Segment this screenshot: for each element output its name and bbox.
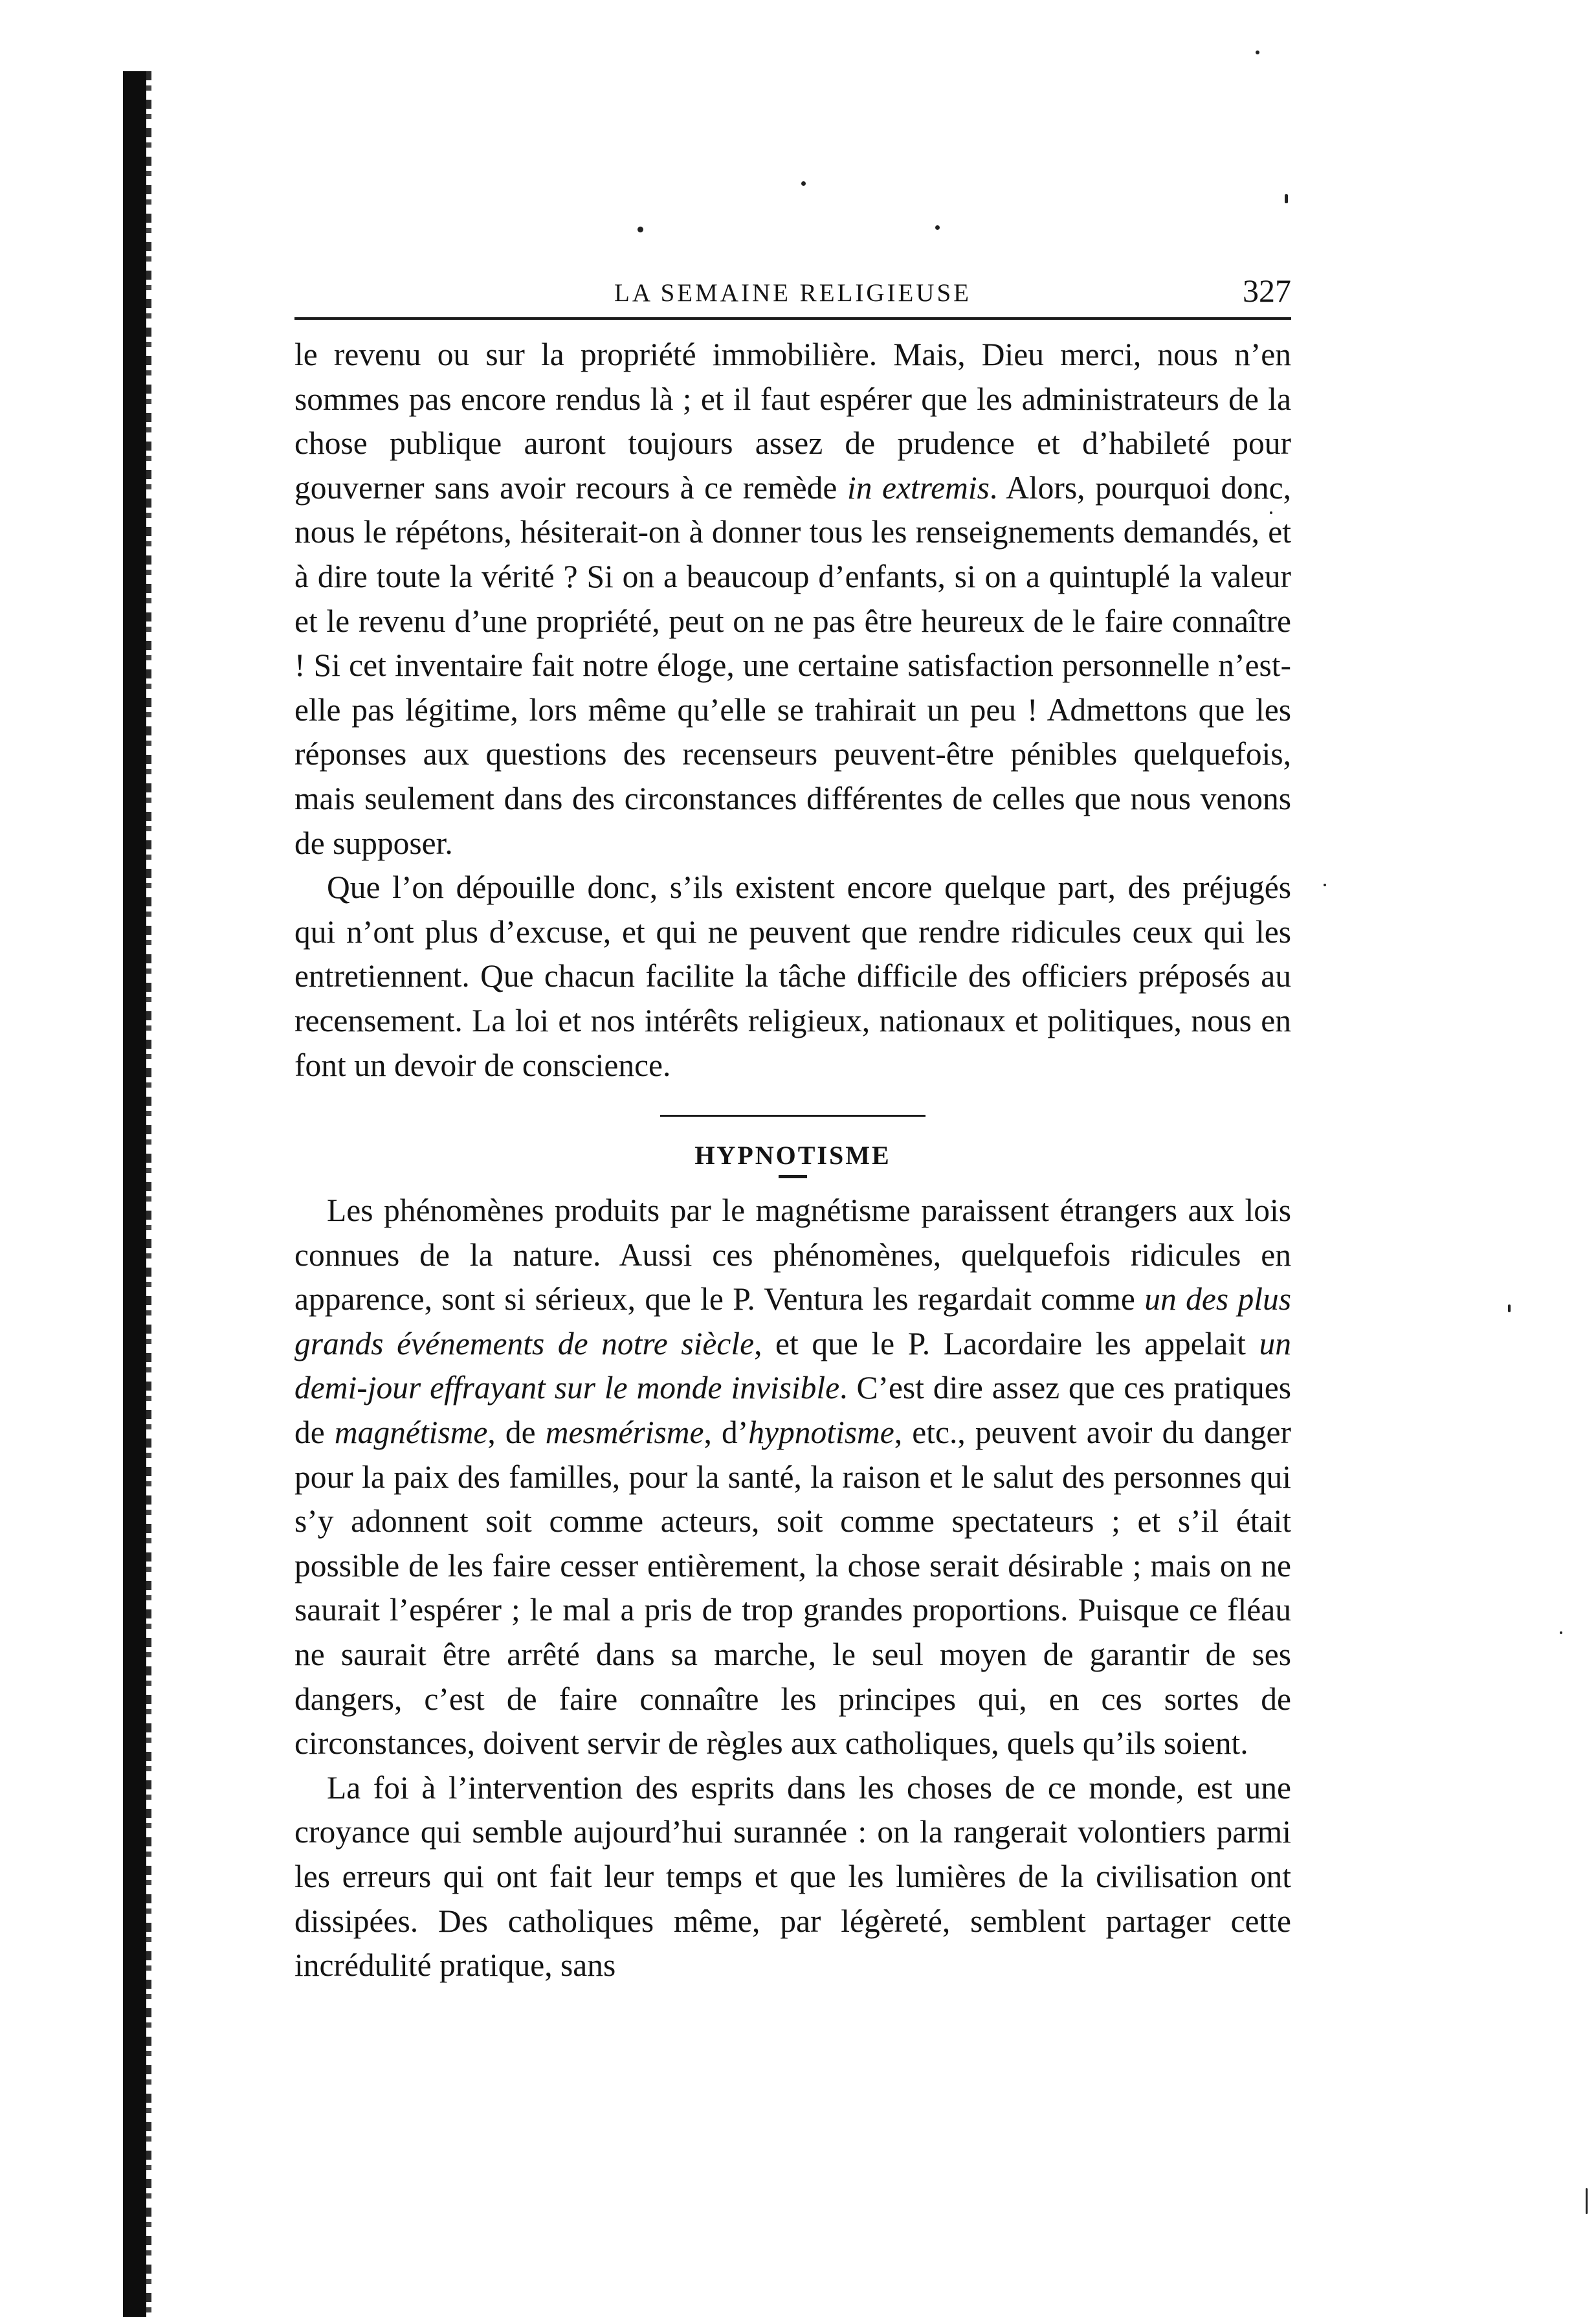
text-run: Les phénomènes produits par le magnétisme paraissent étrangers aux lois connues de la nature. Aussi ces phénomènes, quelquefois ridicules en apparence, sont si sérieux, que le P. Ventura les regardait comme <box>294 1192 1291 1317</box>
italic-run: hypnotisme <box>748 1415 894 1451</box>
italic-run: mesmérisme <box>545 1415 704 1451</box>
paragraph-2 <box>294 866 1291 1088</box>
section-divider <box>660 1115 925 1117</box>
heading-dash <box>779 1175 807 1178</box>
paragraph-1 <box>294 333 1291 866</box>
book-spine-shadow <box>123 71 146 2317</box>
text-run: . Alors, pourquoi donc, nous le répétons, hésiterait-on à donner tous les renseignements demandés, et à dire toute la vérité ? Si on a beaucoup d’enfants, si on a quintuplé la valeur et le revenu d’une propriété, peut on ne pas être heureux de le faire connaître ! Si cet inventaire fait notre éloge, une certaine satisfaction personnelle n’est-elle pas légitime, lors même qu’elle se trahirait un peu ! Admettons que les réponses aux questions des recenseurs peuvent-être pénibles quelquefois, mais seulement dans des circonstances différentes de celles que nous venons de supposer. <box>294 469 1291 861</box>
text-run: , de <box>487 1415 546 1451</box>
paragraph-3 <box>294 1189 1291 1766</box>
book-page <box>294 272 1291 1988</box>
paragraph-4 <box>294 1766 1291 1988</box>
italic-run: magnétisme <box>334 1415 488 1451</box>
text-run: La foi à l’intervention des esprits dans les choses de ce monde, est une croyance qui semble aujourd’hui surannée : on la rangerait volontiers parmi les erreurs qui ont fait leur temps et que les lumières de la civilisation ont dissipées. Des catholiques même, par légèreté, semblent partager cette incrédulité pratique, sans <box>294 1769 1291 1984</box>
italic-run: un des plus grands événements de notre siècle <box>294 1281 1291 1361</box>
section-heading: HYPNOTISME <box>694 1141 891 1170</box>
text-run: Que l’on dépouille donc, s’ils existent encore quelque part, des préjugés qui n’ont plus d’excuse, et qui ne peuvent que rendre ridicules ceux qui les entretiennent. Que chacun facilite la tâche difficile des officiers préposés au recensement. La loi et nos intérêts religieux, nationaux et politiques, nous en font un devoir de conscience. <box>294 869 1291 1083</box>
page-number: 327 <box>1243 273 1291 309</box>
text-run: , etc., peuvent avoir du danger pour la paix des familles, pour la santé, la raison et le salut des personnes qui s’y adonnent soit comme acteurs, soit comme spectateurs ; et s’il était possible de les faire cesser entièrement, la chose serait désirable ; mais on ne saurait l’espérer ; le mal a pris de trop grandes proportions. Puisque ce fléau ne saurait être arrêté dans sa marche, le seul moyen de garantir de ses dangers, c’est de faire connaître les principes qui, en ces sortes de circonstances, doivent servir de règles aux catholiques, quels qu’ils soient. <box>294 1415 1291 1762</box>
text-run: , d’ <box>704 1415 749 1451</box>
italic-run: un demi-jour effrayant sur le monde invisible <box>294 1325 1291 1406</box>
body-text <box>294 333 1291 1988</box>
running-title: LA SEMAINE RELIGIEUSE <box>614 279 971 307</box>
running-header <box>294 272 1291 320</box>
text-run: . C’est dire assez que ces pratiques de <box>294 1370 1291 1451</box>
text-run: , et que le P. Lacordaire les appelait <box>754 1325 1259 1361</box>
text-run: le revenu ou sur la propriété immobilière. Mais, Dieu merci, nous n’en sommes pas encore rendus là ; et il faut espérer que les administrateurs de la chose publique auront toujours assez de prudence et d’habileté pour gouverner sans avoir recours à ce remède <box>294 337 1291 506</box>
book-spine-edge <box>146 71 151 2317</box>
italic-run: in extremis <box>847 469 990 506</box>
